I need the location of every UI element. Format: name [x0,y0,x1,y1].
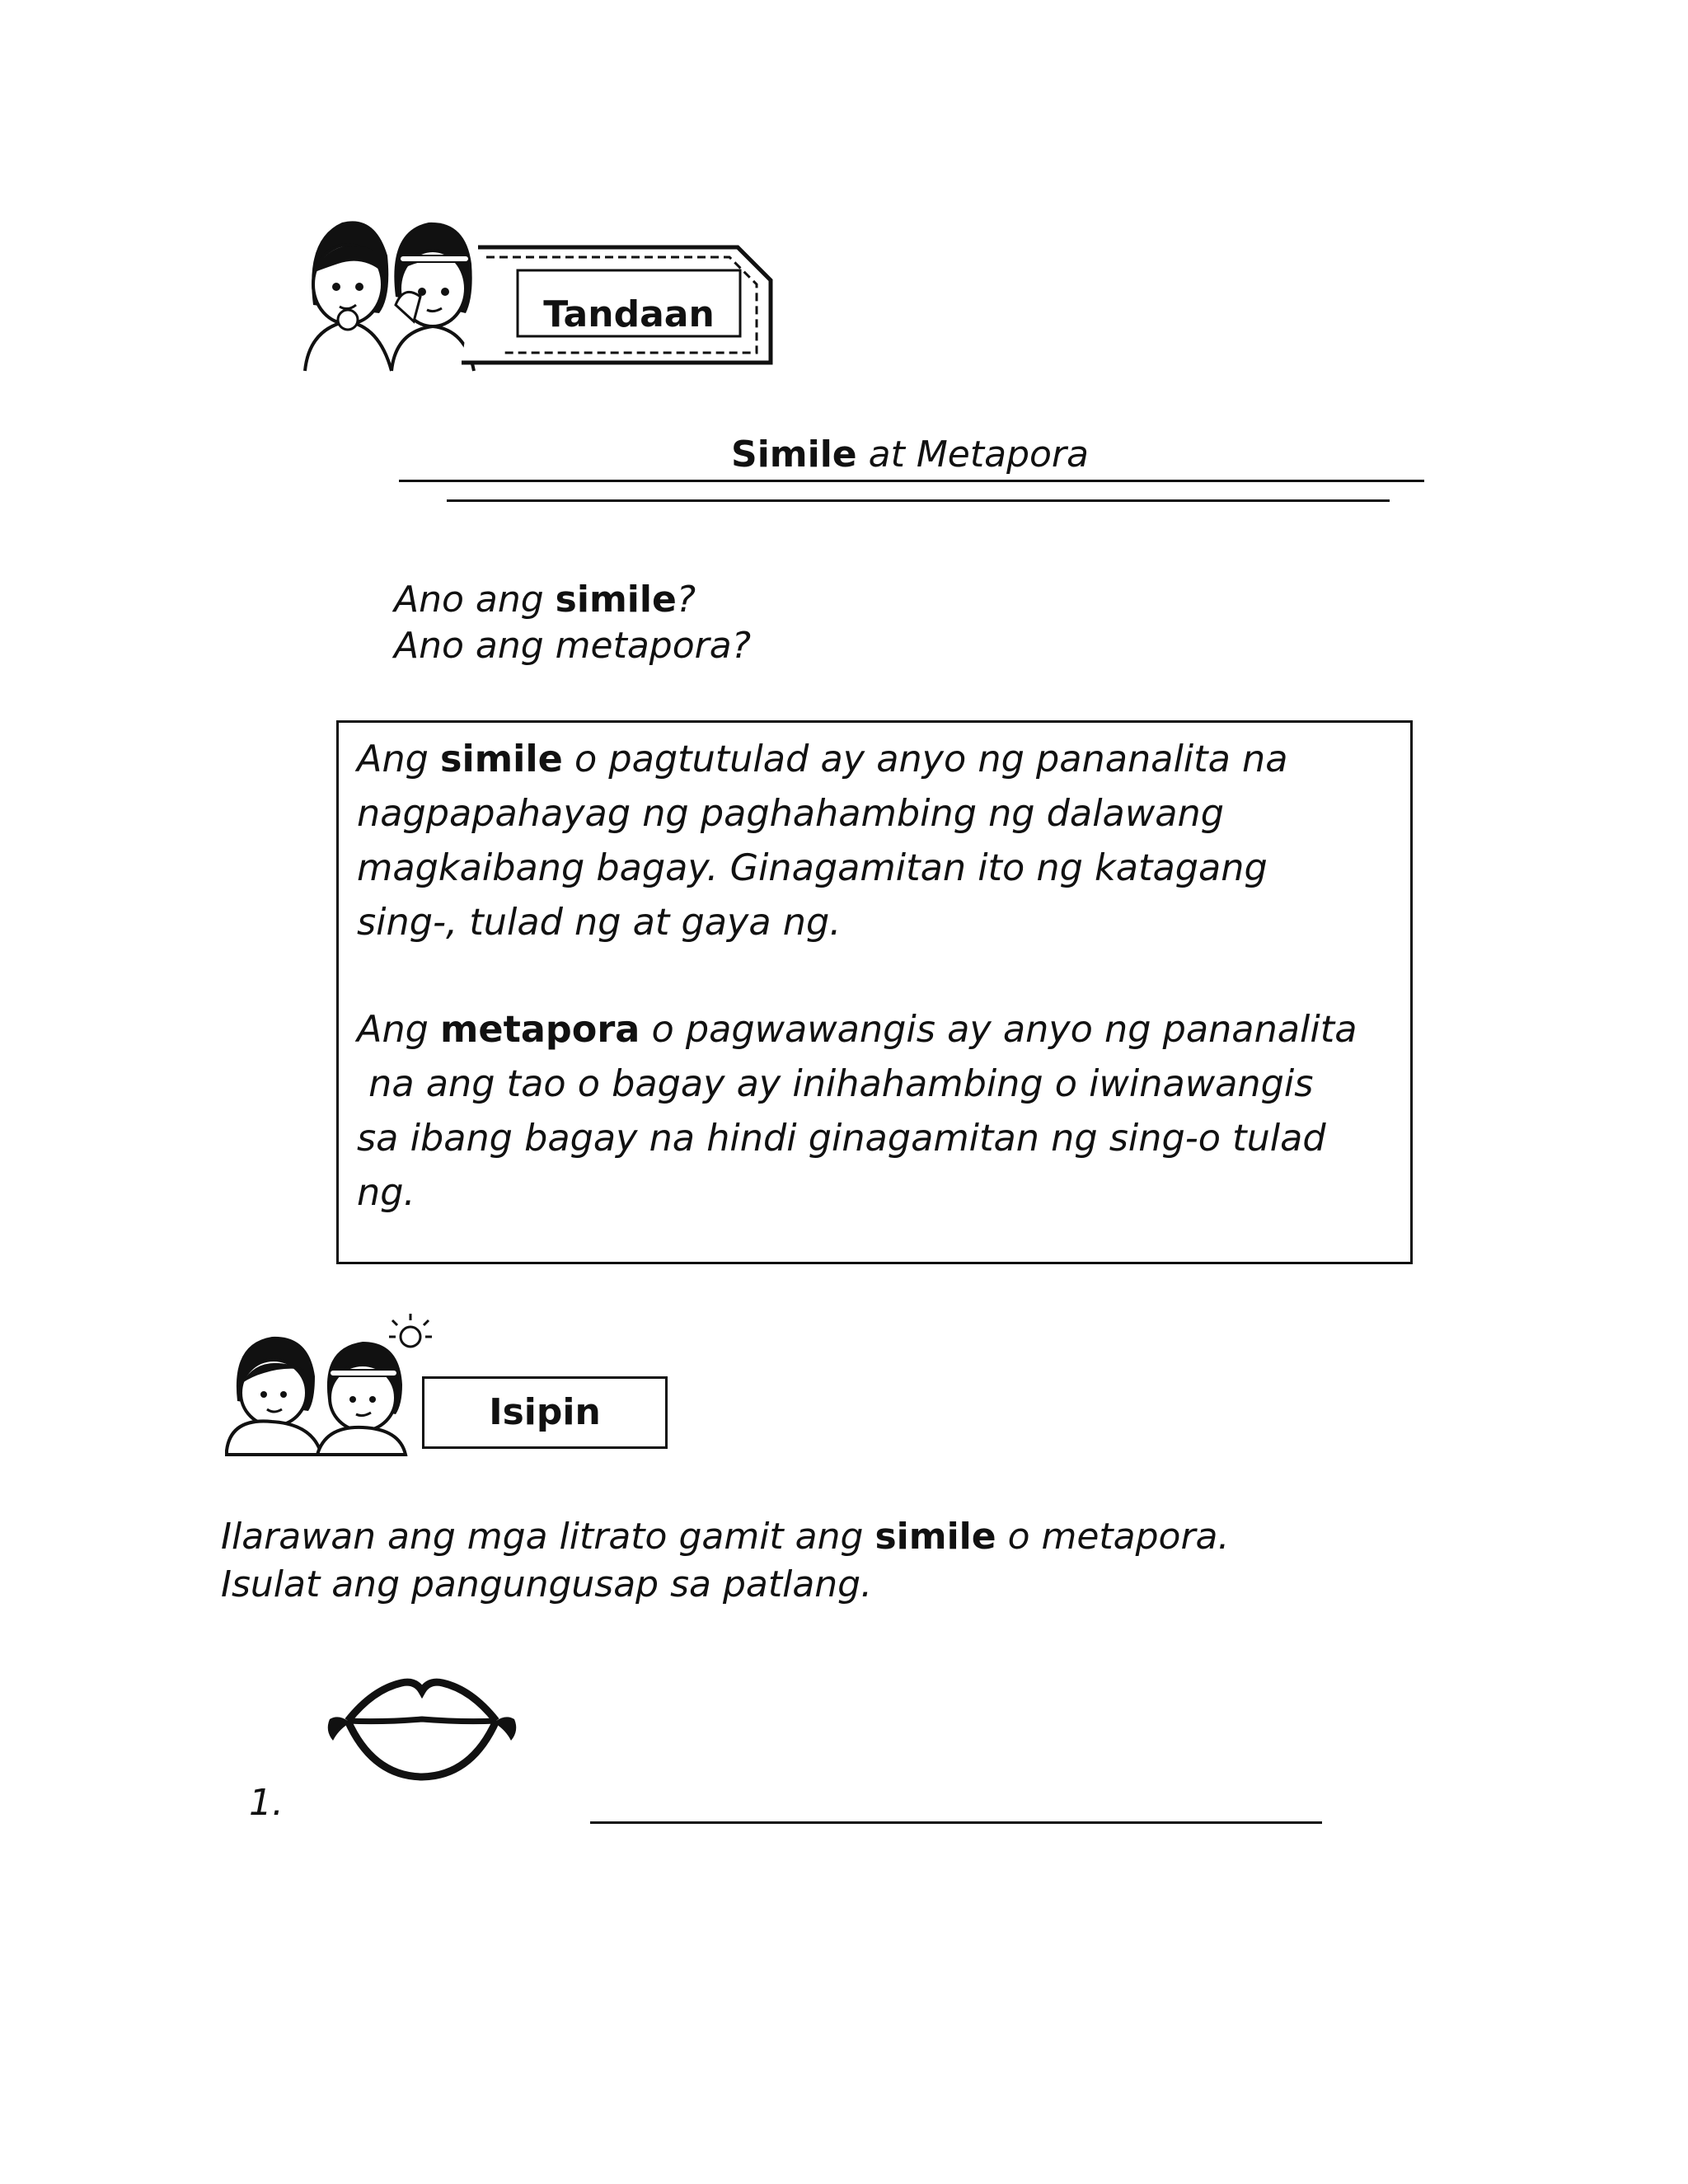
metapora-def-term: metapora [440,1009,640,1051]
tandaan-header [297,206,791,371]
simile-def-lead: Ang [357,738,441,780]
metapora-definition [357,1003,1404,1221]
title-simile: Simile [731,434,857,476]
metapora-def-lead: Ang [357,1009,441,1051]
children-idea-icon [223,1319,437,1459]
metapora-def-line-2: na ang tao o bagay ay inihahambing o iwinawangis [357,1063,1314,1105]
lips-icon [323,1673,521,1780]
question-simile [394,577,696,623]
title-metapora: at Metapora [856,434,1089,476]
metapora-def-line-3: sa ibang bagay na hindi ginagamitan ng sing-o tulad [357,1118,1326,1160]
title-underline-top [399,480,1424,482]
simile-def-line-2: nagpapahayag ng paghahambing ng dalawang [357,793,1224,835]
metapora-def-line-1-rest: o pagwawangis ay anyo ng pananalita [640,1009,1357,1051]
question-metapora: Ano ang metapora? [394,625,752,667]
metapora-def-line-4: ng. [357,1172,415,1214]
simile-def-term: simile [440,738,563,780]
item-1-number: 1. [249,1782,284,1824]
isipin-header [223,1319,684,1467]
instruction-bold: simile [874,1516,996,1558]
simile-def-line-1 [357,733,1404,787]
metapora-def-line-1 [357,1003,1404,1057]
simile-def-line-1-rest: o pagtutulad ay anyo ng pananalita na [562,738,1288,780]
instruction-line-2: Isulat ang pangungusap sa patlang. [221,1563,873,1605]
instruction-pre: Ilarawan ang mga litrato gamit ang [221,1516,875,1558]
isipin-label: Isipin [422,1376,668,1449]
page-title [399,429,1421,481]
definition-box [336,720,1413,1264]
simile-def-line-4: sing-, tulad ng at gaya ng. [357,902,842,944]
question-simile-post: ? [676,579,696,621]
instruction-line-1 [221,1513,1230,1561]
instruction-post: o metapora. [996,1516,1230,1558]
question-simile-bold: simile [555,579,677,621]
simile-definition [357,733,1404,950]
item-1-answer-line[interactable] [590,1821,1322,1824]
question-simile-pre: Ano ang [394,579,556,621]
tandaan-label: Tandaan [543,293,715,335]
title-underline-bottom [447,499,1390,502]
simile-def-line-3: magkaibang bagay. Ginagamitan ito ng katagang [357,847,1268,889]
